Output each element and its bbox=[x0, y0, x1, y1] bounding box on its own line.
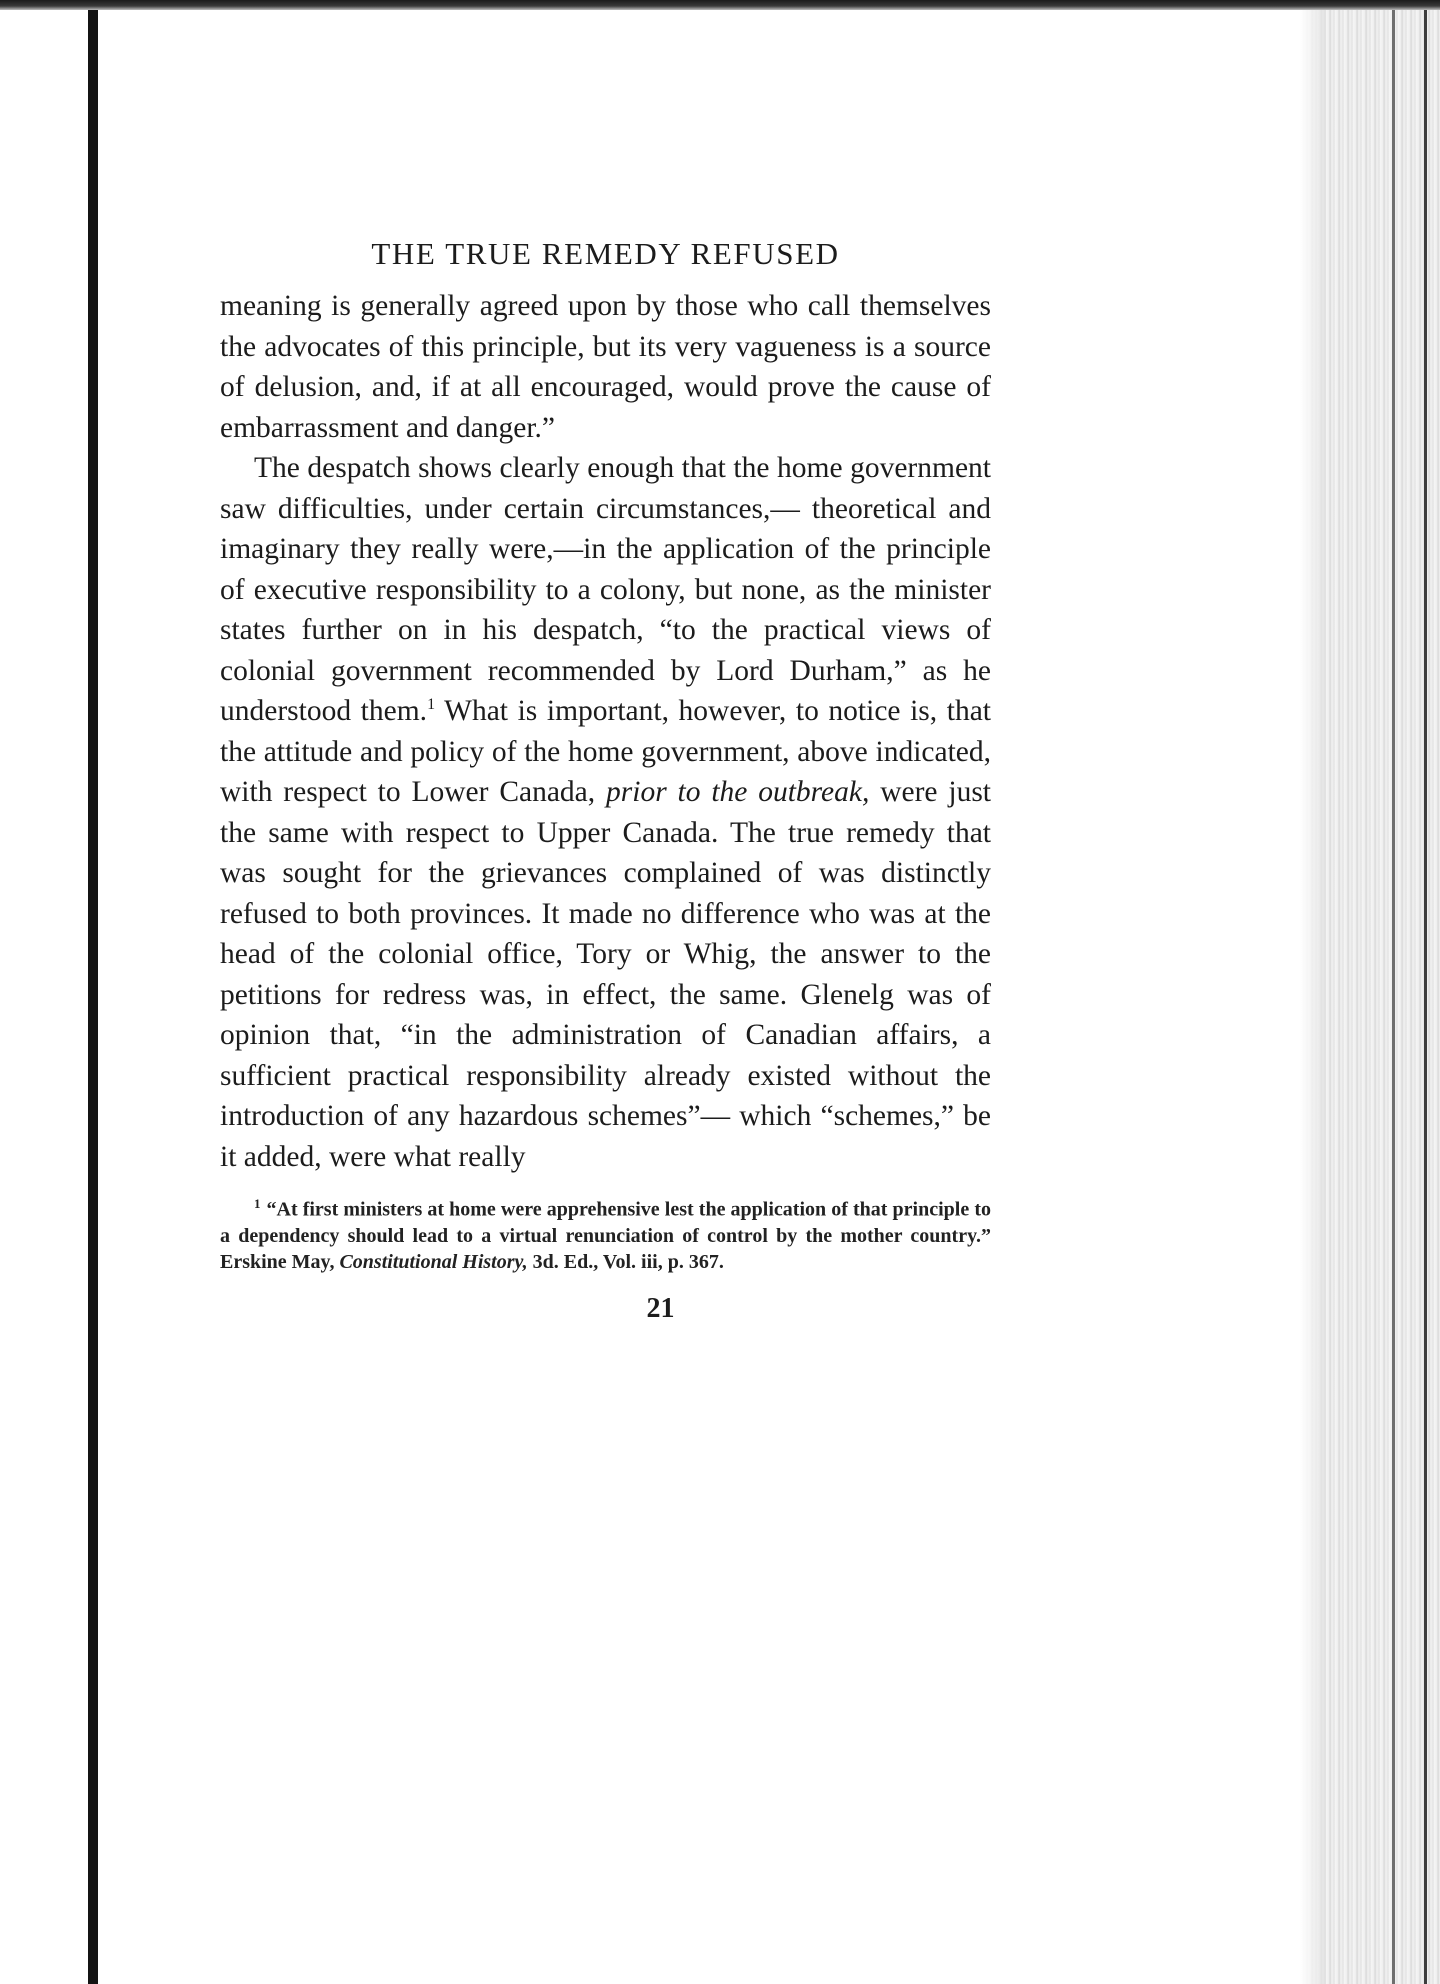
footnote-number: 1 bbox=[254, 1196, 261, 1211]
page-edge-shadow bbox=[1300, 10, 1326, 1984]
paragraph-text-1: The despatch shows clearly enough that the home government saw difficulties, under certain circumstances,— theoretical and imaginary they really were,—in the application of the principle of executive responsibility to a colony, but none, as the minister states further on in his despatch, “to the practical views of colonial government recommended by Lord Durham,” as he understood them. bbox=[220, 452, 991, 727]
paragraph-continued: meaning is generally agreed upon by those who call themselves the advocates of this principle, but its very vagueness is a source of delusion, and, if at all encouraged, would prove the cause of embarrassment and danger.” bbox=[220, 290, 991, 444]
paragraph-text-2: What is important, however, to notice is, that the attitude and policy of the home government, above indicated, with respect to Lower Canada, bbox=[220, 695, 991, 808]
book-cover-edge bbox=[1424, 10, 1427, 1984]
scan-top-border bbox=[0, 0, 1440, 10]
footnote bbox=[220, 1191, 991, 1275]
page-content bbox=[220, 236, 991, 1325]
running-head: THE TRUE REMEDY REFUSED bbox=[371, 236, 840, 271]
footnote-reference: 1 bbox=[427, 696, 436, 714]
footnote-text: “At first ministers at home were apprehensive lest the application of that principle to a dependency should lead to a virtual renunciation of control by the mother country.” Erskine May, bbox=[220, 1198, 991, 1273]
italic-phrase: prior to the outbreak, bbox=[606, 776, 870, 808]
page-edge-line bbox=[1392, 10, 1395, 1984]
binding-gutter bbox=[88, 10, 98, 1984]
paragraph-text-3: were just the same with respect to Upper Canada. The true remedy that was sought for the grievances complained of was distinctly refused to both provinces. It made no difference who was at the head of the colonial office, Tory or Whig, the answer to the petitions for redress was, in effect, the same. Glenelg was of opinion that, “in the administration of Canadian affairs, a sufficient practical responsibility already existed without the introduction of any hazardous schemes”— which “schemes,” be it added, were what really bbox=[220, 776, 991, 1173]
page-number: 21 bbox=[646, 1292, 675, 1324]
body-text bbox=[220, 286, 991, 1177]
footnote-citation: 3d. Ed., Vol. iii, p. 367. bbox=[527, 1250, 724, 1273]
footnote-italic-title: Constitutional History, bbox=[339, 1250, 528, 1273]
paragraph-despatch bbox=[220, 448, 991, 1177]
